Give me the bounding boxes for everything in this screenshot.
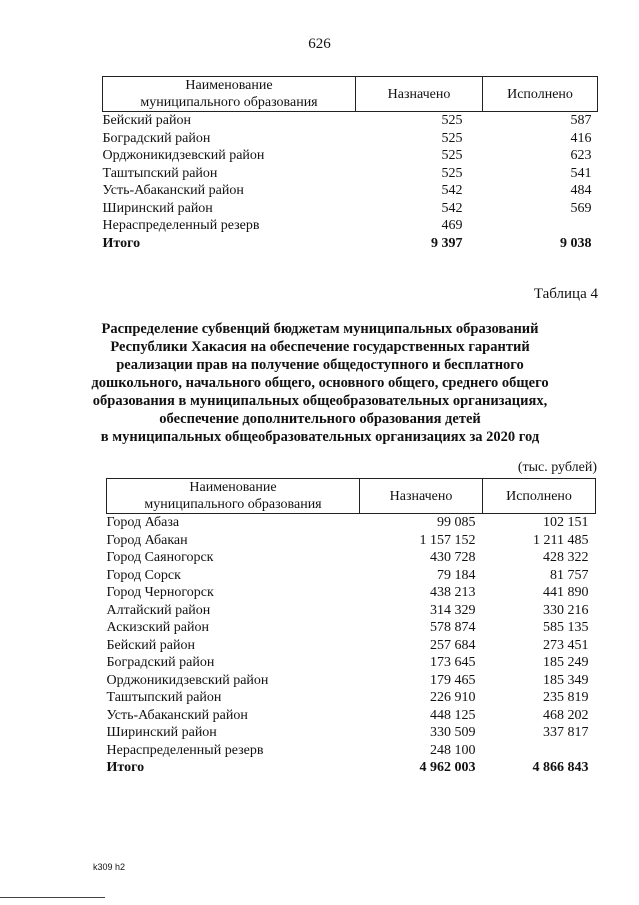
table-row bbox=[107, 532, 596, 550]
table-row bbox=[107, 672, 596, 690]
cell-municipality: Таштыпский район bbox=[102, 165, 218, 181]
cell-executed: 185 249 bbox=[543, 655, 589, 671]
cell-executed: 569 bbox=[570, 200, 592, 216]
column-header-name-line2: муниципального образования bbox=[140, 95, 318, 110]
table-row bbox=[107, 602, 596, 620]
cell-executed: 185 349 bbox=[543, 672, 589, 688]
cell-assigned: 173 645 bbox=[430, 655, 476, 671]
cell-municipality: Нераспределенный резерв bbox=[106, 742, 264, 758]
cell-municipality: Орджоникидзевский район bbox=[106, 672, 269, 688]
cell-municipality: Город Саяногорск bbox=[106, 550, 214, 566]
cell-municipality: Алтайский район bbox=[106, 602, 211, 618]
cell-assigned: 525 bbox=[441, 130, 463, 146]
cell-executed: 235 819 bbox=[543, 690, 589, 706]
cell-municipality: Итого bbox=[106, 760, 145, 776]
cell-municipality: Город Абакан bbox=[106, 532, 188, 548]
cell-executed: 330 216 bbox=[543, 602, 589, 618]
table-row bbox=[103, 147, 598, 165]
table-row bbox=[107, 742, 596, 760]
cell-executed: 102 151 bbox=[543, 515, 589, 531]
column-header-municipality bbox=[107, 479, 360, 514]
column-header-name-line1: Наименование bbox=[185, 78, 273, 93]
cell-executed bbox=[483, 217, 598, 235]
cell-assigned: 1 157 152 bbox=[419, 532, 476, 548]
caption-line: обеспечение дополнительного образования детей bbox=[159, 411, 481, 427]
table-body bbox=[107, 514, 596, 777]
cell-executed: 81 757 bbox=[550, 567, 589, 583]
cell-executed: 585 135 bbox=[543, 620, 589, 636]
page-number: 626 bbox=[308, 36, 331, 52]
table-row bbox=[107, 724, 596, 742]
table-row bbox=[107, 707, 596, 725]
cell-executed: 468 202 bbox=[543, 707, 589, 723]
table-row bbox=[107, 549, 596, 567]
cell-assigned: 469 bbox=[441, 218, 463, 234]
cell-municipality: Усть-Абаканский район bbox=[102, 183, 244, 199]
cell-municipality: Ширинский район bbox=[106, 725, 217, 741]
table-row bbox=[107, 619, 596, 637]
cell-assigned: 525 bbox=[441, 113, 463, 129]
cell-assigned: 4 962 003 bbox=[419, 760, 476, 776]
table-row bbox=[107, 689, 596, 707]
cell-assigned: 314 329 bbox=[430, 602, 476, 618]
table-row bbox=[107, 637, 596, 655]
table-row bbox=[107, 584, 596, 602]
cell-assigned: 9 397 bbox=[431, 235, 463, 251]
cell-executed: 441 890 bbox=[543, 585, 589, 601]
column-header-name-line2: муниципального образования bbox=[144, 497, 322, 512]
cell-assigned: 179 465 bbox=[430, 672, 476, 688]
cell-assigned: 542 bbox=[441, 200, 463, 216]
cell-municipality: Город Сорск bbox=[106, 567, 181, 583]
footer-divider bbox=[0, 897, 105, 898]
cell-assigned: 257 684 bbox=[430, 637, 476, 653]
cell-executed: 416 bbox=[570, 130, 592, 146]
table-header-row bbox=[103, 77, 598, 112]
cell-executed: 273 451 bbox=[543, 637, 589, 653]
table-label: Таблица 4 bbox=[533, 286, 598, 302]
column-header-executed: Исполнено bbox=[483, 479, 596, 514]
cell-assigned: 430 728 bbox=[430, 550, 476, 566]
table-row bbox=[103, 112, 598, 130]
cell-assigned: 448 125 bbox=[430, 707, 476, 723]
cell-municipality: Боградский район bbox=[102, 130, 211, 146]
caption-line: реализации прав на получение общедоступного и бесплатного bbox=[116, 357, 524, 373]
cell-executed: 484 bbox=[570, 183, 592, 199]
table-header-row bbox=[107, 479, 596, 514]
cell-municipality: Итого bbox=[102, 235, 141, 251]
cell-municipality: Бейский район bbox=[102, 113, 191, 129]
cell-assigned: 248 100 bbox=[430, 742, 476, 758]
cell-assigned: 578 874 bbox=[430, 620, 476, 636]
cell-assigned: 79 184 bbox=[437, 567, 476, 583]
cell-municipality: Усть-Абаканский район bbox=[106, 707, 248, 723]
cell-municipality: Город Черногорск bbox=[106, 585, 214, 601]
cell-executed: 541 bbox=[570, 165, 592, 181]
table-row bbox=[103, 182, 598, 200]
column-header-assigned: Назначено bbox=[356, 77, 483, 112]
cell-municipality: Город Абаза bbox=[106, 515, 180, 531]
cell-executed: 428 322 bbox=[543, 550, 589, 566]
cell-executed: 337 817 bbox=[543, 725, 589, 741]
cell-assigned: 99 085 bbox=[437, 515, 476, 531]
column-header-assigned: Назначено bbox=[360, 479, 483, 514]
caption-line: дошкольного, начального общего, основного общего, среднего общего bbox=[91, 375, 549, 391]
cell-municipality: Таштыпский район bbox=[106, 690, 222, 706]
cell-executed bbox=[483, 742, 596, 760]
cell-executed: 9 038 bbox=[560, 235, 592, 251]
cell-assigned: 525 bbox=[441, 148, 463, 164]
column-header-municipality bbox=[103, 77, 356, 112]
cell-assigned: 438 213 bbox=[430, 585, 476, 601]
cell-assigned: 330 509 bbox=[430, 725, 476, 741]
budget-table-continuation bbox=[102, 76, 598, 252]
column-header-executed: Исполнено bbox=[483, 77, 598, 112]
caption-line: образования в муниципальных общеобразовательных организациях, bbox=[92, 393, 548, 409]
caption-line: Распределение субвенций бюджетам муниципальных образований bbox=[101, 321, 539, 337]
table-row bbox=[107, 654, 596, 672]
table-caption bbox=[80, 320, 560, 446]
subvention-table bbox=[106, 478, 596, 777]
table-row bbox=[103, 217, 598, 235]
units-label: (тыс. рублей) bbox=[517, 460, 597, 475]
caption-line: в муниципальных общеобразовательных организациях за 2020 год bbox=[100, 429, 540, 445]
cell-assigned: 525 bbox=[441, 165, 463, 181]
footer-code: k309 h2 bbox=[93, 862, 126, 872]
table-row bbox=[103, 165, 598, 183]
table-row bbox=[107, 514, 596, 532]
cell-executed: 587 bbox=[570, 113, 592, 129]
cell-municipality: Орджоникидзевский район bbox=[102, 148, 265, 164]
cell-assigned: 542 bbox=[441, 183, 463, 199]
cell-executed: 4 866 843 bbox=[532, 760, 589, 776]
cell-executed: 1 211 485 bbox=[533, 532, 589, 548]
total-row bbox=[107, 759, 596, 777]
cell-executed: 623 bbox=[570, 148, 592, 164]
cell-municipality: Бейский район bbox=[106, 637, 195, 653]
column-header-name-line1: Наименование bbox=[189, 480, 277, 495]
table-row bbox=[107, 567, 596, 585]
cell-municipality: Нераспределенный резерв bbox=[102, 218, 260, 234]
total-row bbox=[103, 235, 598, 253]
table-body bbox=[103, 112, 598, 253]
table-row bbox=[103, 200, 598, 218]
cell-municipality: Аскизский район bbox=[106, 620, 209, 636]
cell-municipality: Боградский район bbox=[106, 655, 215, 671]
cell-municipality: Ширинский район bbox=[102, 200, 213, 216]
table-row bbox=[103, 130, 598, 148]
cell-assigned: 226 910 bbox=[430, 690, 476, 706]
caption-line: Республики Хакасия на обеспечение государственных гарантий bbox=[110, 339, 530, 355]
